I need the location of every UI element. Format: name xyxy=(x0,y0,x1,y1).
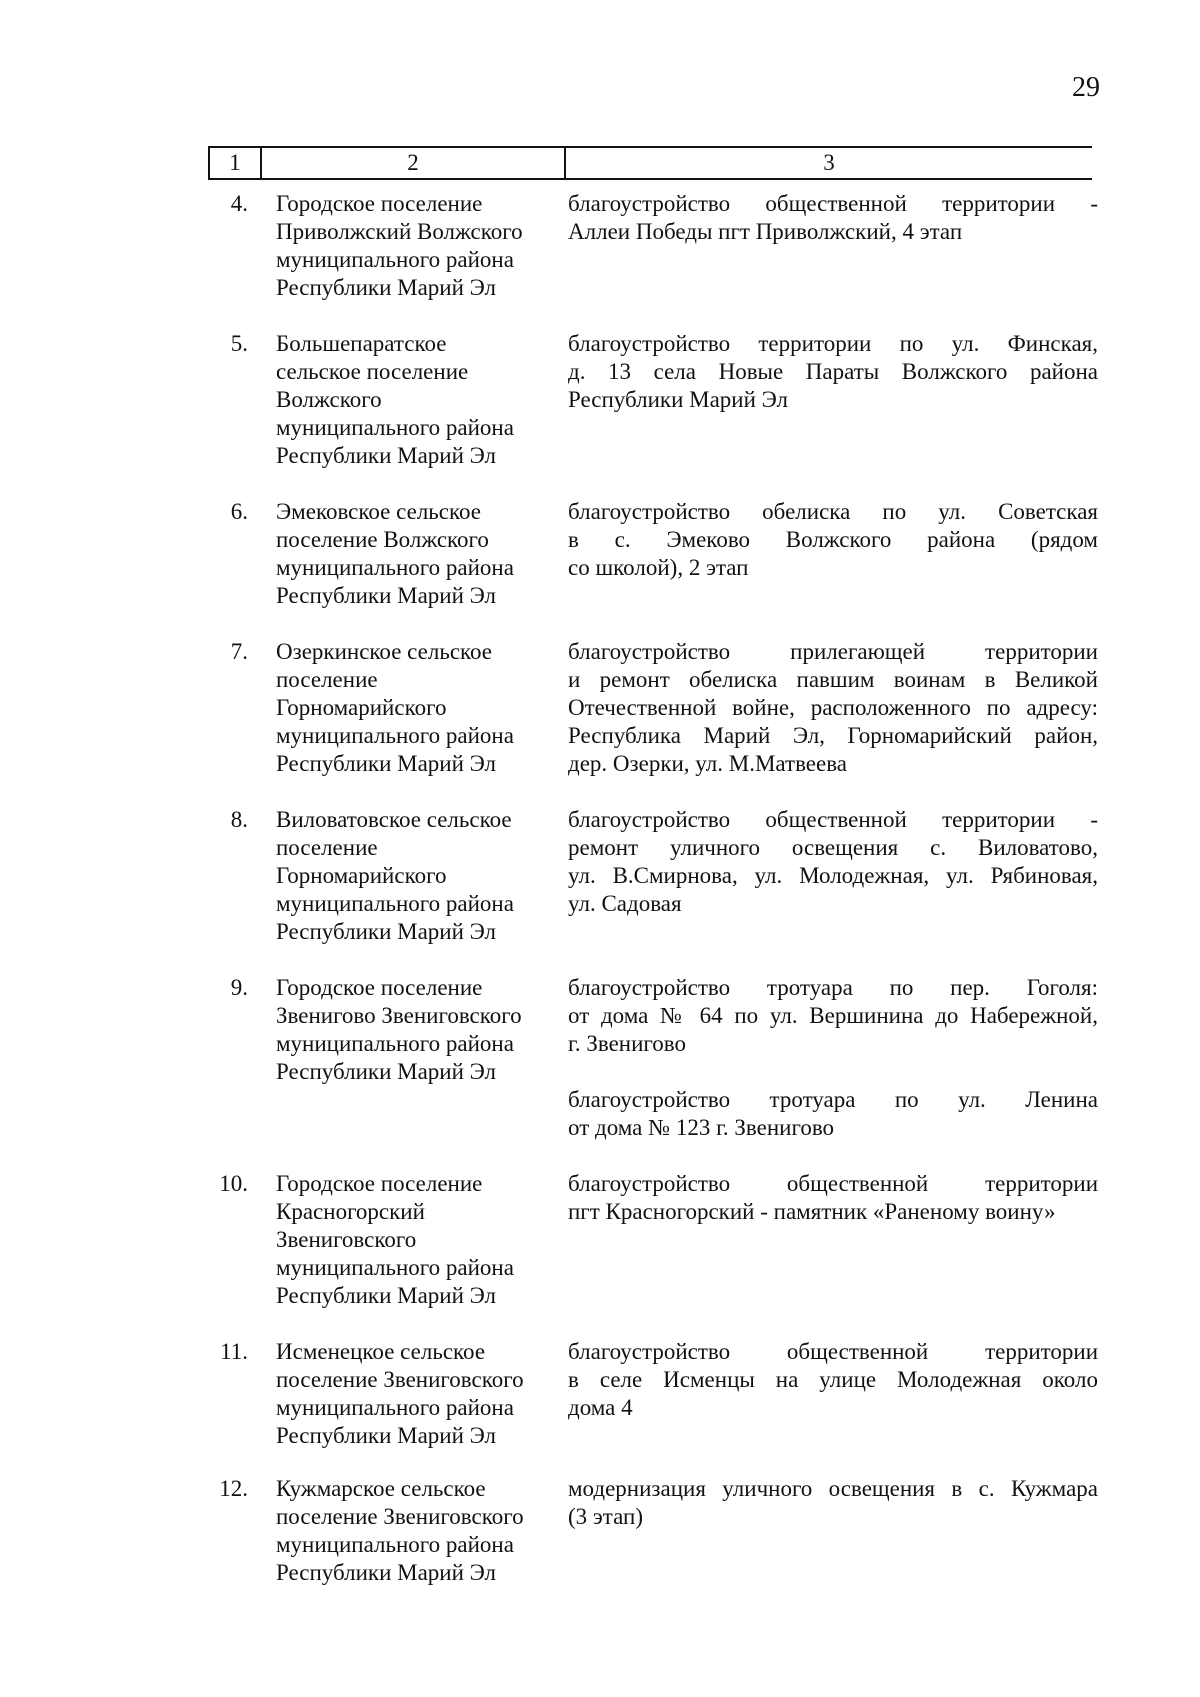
row-number: 4. xyxy=(230,191,248,216)
municipality-line: Республики Марий Эл xyxy=(276,583,497,608)
municipality-line: поселение Звениговского xyxy=(276,1367,524,1392)
description-line: от дома № 123 г. Звенигово xyxy=(568,1115,835,1140)
municipality-cell xyxy=(276,1338,546,1450)
description-cell xyxy=(568,974,1098,1142)
municipality-line: Республики Марий Эл xyxy=(276,919,497,944)
municipality-cell xyxy=(276,638,546,778)
description-line: благоустройство общественной территории - xyxy=(568,191,1098,216)
municipality-cell xyxy=(276,330,546,470)
description-paragraph xyxy=(568,1086,1098,1142)
page-number: 29 xyxy=(1072,72,1100,103)
row-number: 6. xyxy=(230,499,248,524)
description-line: дер. Озерки, ул. М.Матвеева xyxy=(568,751,847,776)
municipality-line: муниципального района xyxy=(276,723,514,748)
municipality-line: муниципального района xyxy=(276,415,514,440)
municipality-line: поселение xyxy=(276,667,378,692)
municipality-line: Республики Марий Эл xyxy=(276,1283,497,1308)
description-paragraph xyxy=(568,638,1098,778)
description-line: пгт Красногорский - памятник «Раненому воину» xyxy=(568,1199,1056,1224)
description-line: Республика Марий Эл, Горномарийский район, xyxy=(568,723,1098,748)
description-line: (3 этап) xyxy=(568,1504,643,1529)
municipality-line: Эмековское сельское xyxy=(276,499,482,524)
municipality-cell xyxy=(276,190,546,302)
municipality-line: Республики Марий Эл xyxy=(276,1059,497,1084)
description-line: благоустройство общественной территории - xyxy=(568,807,1098,832)
municipality-line: Звенигово Звениговского xyxy=(276,1003,522,1028)
municipality-line: муниципального района xyxy=(276,1031,514,1056)
description-line: ул. В.Смирнова, ул. Молодежная, ул. Рябиновая, xyxy=(568,863,1098,888)
description-line: в селе Исменцы на улице Молодежная около xyxy=(568,1367,1098,1392)
description-line: и ремонт обелиска павшим воинам в Великой xyxy=(568,667,1098,692)
description-line: г. Звенигово xyxy=(568,1031,686,1056)
table-header xyxy=(208,146,1092,180)
description-cell xyxy=(568,806,1098,918)
row-number: 11. xyxy=(220,1339,248,1364)
municipality-line: муниципального района xyxy=(276,1255,514,1280)
row-number: 8. xyxy=(230,807,248,832)
description-paragraph xyxy=(568,974,1098,1058)
description-line: благоустройство прилегающей территории xyxy=(568,639,1098,664)
municipality-line: Большепаратское xyxy=(276,331,447,356)
municipality-line: поселение Звениговского xyxy=(276,1504,524,1529)
description-line: Республики Марий Эл xyxy=(568,387,789,412)
municipality-line: поселение Волжского xyxy=(276,527,489,552)
row-number: 10. xyxy=(219,1171,248,1196)
municipality-line: Городское поселение xyxy=(276,975,483,1000)
description-paragraph xyxy=(568,806,1098,918)
municipality-line: Республики Марий Эл xyxy=(276,1560,497,1585)
description-line: дома 4 xyxy=(568,1395,633,1420)
header-col-1: 1 xyxy=(229,150,241,175)
description-cell xyxy=(568,1338,1098,1422)
description-paragraph xyxy=(568,1475,1098,1531)
description-line: ремонт уличного освещения с. Виловатово, xyxy=(568,835,1098,860)
municipality-line: муниципального района xyxy=(276,555,514,580)
description-line: в с. Эмеково Волжского района (рядом xyxy=(568,527,1098,552)
description-cell xyxy=(568,1475,1098,1531)
municipality-line: Приволжский Волжского xyxy=(276,219,523,244)
municipality-cell xyxy=(276,806,546,946)
municipality-cell xyxy=(276,974,546,1086)
row-number: 7. xyxy=(230,639,248,664)
municipality-line: Городское поселение xyxy=(276,191,483,216)
row-number: 12. xyxy=(219,1476,248,1501)
description-paragraph xyxy=(568,1338,1098,1422)
municipality-line: Республики Марий Эл xyxy=(276,443,497,468)
municipality-cell xyxy=(276,498,546,610)
description-cell xyxy=(568,1170,1098,1226)
municipality-cell xyxy=(276,1170,546,1310)
description-paragraph xyxy=(568,498,1098,582)
description-line: благоустройство общественной территории xyxy=(568,1339,1098,1364)
description-cell xyxy=(568,330,1098,414)
description-cell xyxy=(568,190,1098,246)
municipality-line: Волжского xyxy=(276,387,382,412)
description-line: благоустройство обелиска по ул. Советская xyxy=(568,499,1098,524)
description-line: со школой), 2 этап xyxy=(568,555,749,580)
municipality-line: Кужмарское сельское xyxy=(276,1476,486,1501)
description-line: благоустройство общественной территории xyxy=(568,1171,1098,1196)
municipality-line: Республики Марий Эл xyxy=(276,1423,497,1448)
description-paragraph xyxy=(568,330,1098,414)
municipality-line: Городское поселение xyxy=(276,1171,483,1196)
municipality-line: муниципального района xyxy=(276,247,514,272)
municipality-line: Озеркинское сельское xyxy=(276,639,493,664)
description-paragraph xyxy=(568,1170,1098,1226)
municipality-line: Республики Марий Эл xyxy=(276,751,497,776)
description-line: благоустройство территории по ул. Финская, xyxy=(568,331,1098,356)
header-col-3: 3 xyxy=(823,150,835,175)
municipality-line: сельское поселение xyxy=(276,359,469,384)
description-line: модернизация уличного освещения в с. Кужмара xyxy=(568,1476,1098,1501)
description-line: ул. Садовая xyxy=(568,891,682,916)
municipality-line: Республики Марий Эл xyxy=(276,275,497,300)
municipality-line: Звениговского xyxy=(276,1227,417,1252)
municipality-line: Горномарийского xyxy=(276,863,447,888)
description-line: благоустройство тротуара по ул. Ленина xyxy=(568,1087,1098,1112)
description-line: благоустройство тротуара по пер. Гоголя: xyxy=(568,975,1098,1000)
row-number: 5. xyxy=(230,331,248,356)
municipality-line: муниципального района xyxy=(276,1532,514,1557)
municipality-cell xyxy=(276,1475,546,1587)
row-number: 9. xyxy=(230,975,248,1000)
header-col-2: 2 xyxy=(407,150,419,175)
description-paragraph xyxy=(568,190,1098,246)
description-cell xyxy=(568,638,1098,778)
description-line: от дома № 64 по ул. Вершинина до Набережной, xyxy=(568,1003,1098,1028)
municipality-line: Исменецкое сельское xyxy=(276,1339,486,1364)
municipality-line: поселение xyxy=(276,835,378,860)
municipality-line: Горномарийского xyxy=(276,695,447,720)
description-cell xyxy=(568,498,1098,582)
description-line: д. 13 села Новые Параты Волжского района xyxy=(568,359,1098,384)
description-line: Отечественной войне, расположенного по адресу: xyxy=(568,695,1098,720)
municipality-line: Красногорский xyxy=(276,1199,425,1224)
municipality-line: муниципального района xyxy=(276,1395,514,1420)
municipality-line: Виловатовское сельское xyxy=(276,807,512,832)
municipality-line: муниципального района xyxy=(276,891,514,916)
description-line: Аллеи Победы пгт Приволжский, 4 этап xyxy=(568,219,963,244)
